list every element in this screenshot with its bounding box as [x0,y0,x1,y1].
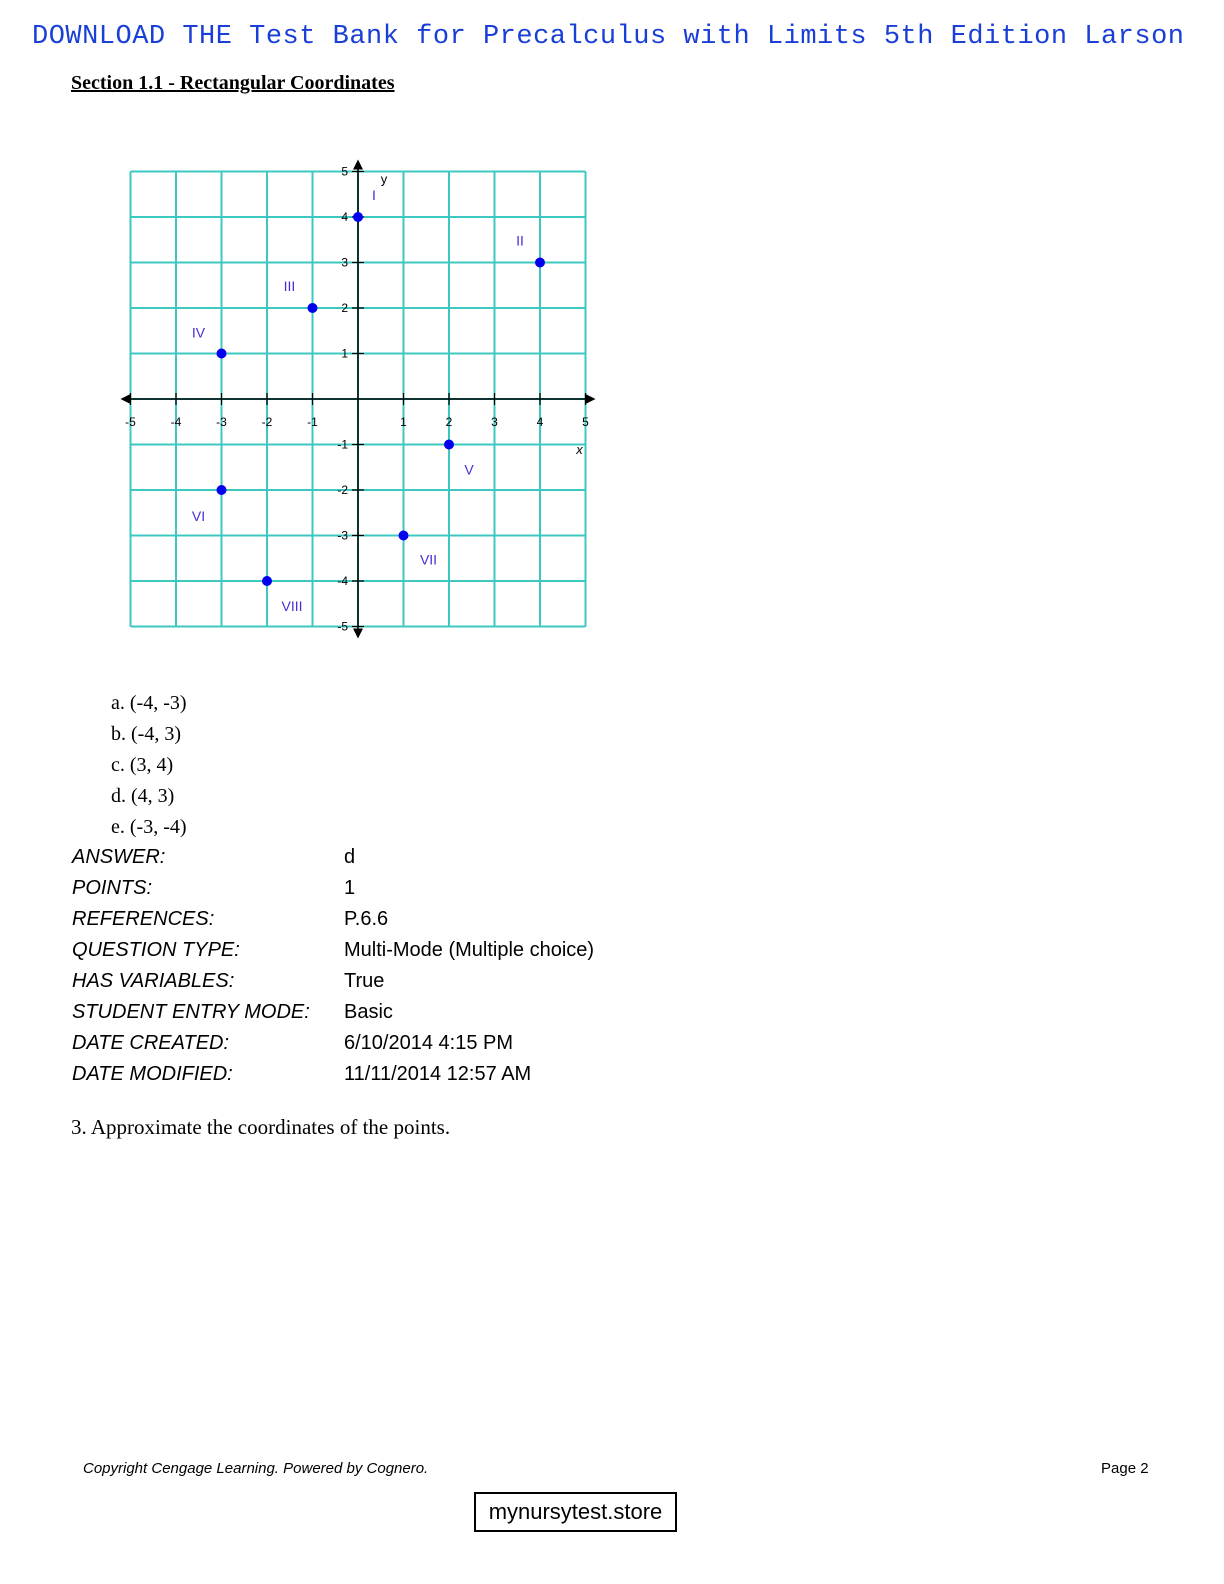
meta-row-answer [72,842,594,873]
meta-row-date-modified [72,1059,594,1090]
y-tick-label: -2 [337,483,348,497]
y-axis-arrow-up-icon [353,160,363,170]
data-point [444,440,454,450]
x-axis-label: x [576,442,583,457]
x-tick-label: -1 [307,415,318,429]
data-point [217,485,227,495]
question-text: 3. Approximate the coordinates of the points. [71,1115,451,1139]
point-label: III [283,278,296,294]
meta-row-date-created [72,1028,594,1059]
point-label: V [464,461,474,478]
x-tick-label: -3 [216,415,227,429]
y-tick-label: -5 [337,619,348,634]
data-point [308,303,318,313]
y-tick-label: -1 [337,437,348,452]
data-point [262,576,272,586]
data-point [353,212,363,222]
point-label: II [516,232,524,249]
y-tick-label: 1 [341,346,348,361]
x-axis-arrow-right-icon [586,394,596,404]
footer-copyright: Copyright Cengage Learning. Powered by Cognero. [83,1460,429,1477]
y-axis-label: y [380,171,388,187]
x-tick-label: 1 [400,415,407,429]
meta-value: d [344,846,356,868]
data-point [399,531,409,541]
data-point [217,349,227,359]
meta-key: HAS VARIABLES: [72,970,235,992]
data-point [535,258,545,268]
point-label: VIII [281,598,303,614]
x-tick-label: 5 [582,415,589,429]
meta-value: 1 [344,877,356,899]
choice-c: c. (3, 4) [111,754,174,776]
meta-key: ANSWER: [72,846,166,868]
meta-row-has-variables [72,966,594,997]
point-label: I [372,187,376,203]
y-tick-label: -4 [337,574,348,588]
meta-value: P.6.6 [344,908,389,930]
choice-b: b. (-4, 3) [111,723,181,745]
choice-d: d. (4, 3) [111,785,175,807]
meta-row-question-type [72,935,594,966]
answer-choices [111,688,187,843]
y-tick-label: 4 [341,210,348,224]
point-label: VI [191,508,206,524]
y-tick-label: 2 [341,301,348,315]
y-tick-label: -3 [337,528,348,543]
section-title: Section 1.1 - Rectangular Coordinates [71,72,395,94]
meta-key: POINTS: [72,877,153,899]
x-tick-label: -5 [125,415,136,429]
meta-value: Basic [344,1001,393,1023]
meta-key: DATE MODIFIED: [72,1063,233,1085]
x-tick-label: -2 [261,415,273,429]
meta-value: 6/10/2014 4:15 PM [344,1032,514,1054]
meta-key: QUESTION TYPE: [72,939,240,961]
x-tick-label: -4 [170,415,182,429]
meta-key: REFERENCES: [72,908,215,930]
choice-a: a. (-4, -3) [111,692,187,714]
meta-row-entry-mode [72,997,594,1028]
y-tick-label: 3 [341,255,348,270]
y-axis-arrow-down-icon [353,629,363,639]
download-banner[interactable]: DOWNLOAD THE Test Bank for Precalculus with Limits 5th Edition Larson [32,22,1185,52]
coordinate-graph [110,155,610,650]
y-tick-label: 5 [341,164,348,179]
choice-e: e. (-3, -4) [111,816,187,838]
meta-value: 11/11/2014 12:57 AM [344,1063,532,1085]
x-tick-label: 4 [536,415,544,429]
meta-key: STUDENT ENTRY MODE: [72,1001,310,1023]
question-metadata [72,842,594,1090]
meta-row-points [72,873,594,904]
x-axis-arrow-left-icon [121,394,131,404]
x-tick-label: 2 [445,415,453,429]
point-label: IV [191,324,206,341]
x-tick-label: 3 [491,415,498,429]
meta-value: Multi-Mode (Multiple choice) [344,939,595,961]
meta-value: True [344,970,385,992]
watermark-link[interactable]: mynursytest.store [474,1492,677,1532]
meta-row-references [72,904,594,935]
point-label: VII [419,551,438,568]
meta-key: DATE CREATED: [72,1032,230,1054]
page-number: Page 2 [1101,1460,1149,1477]
